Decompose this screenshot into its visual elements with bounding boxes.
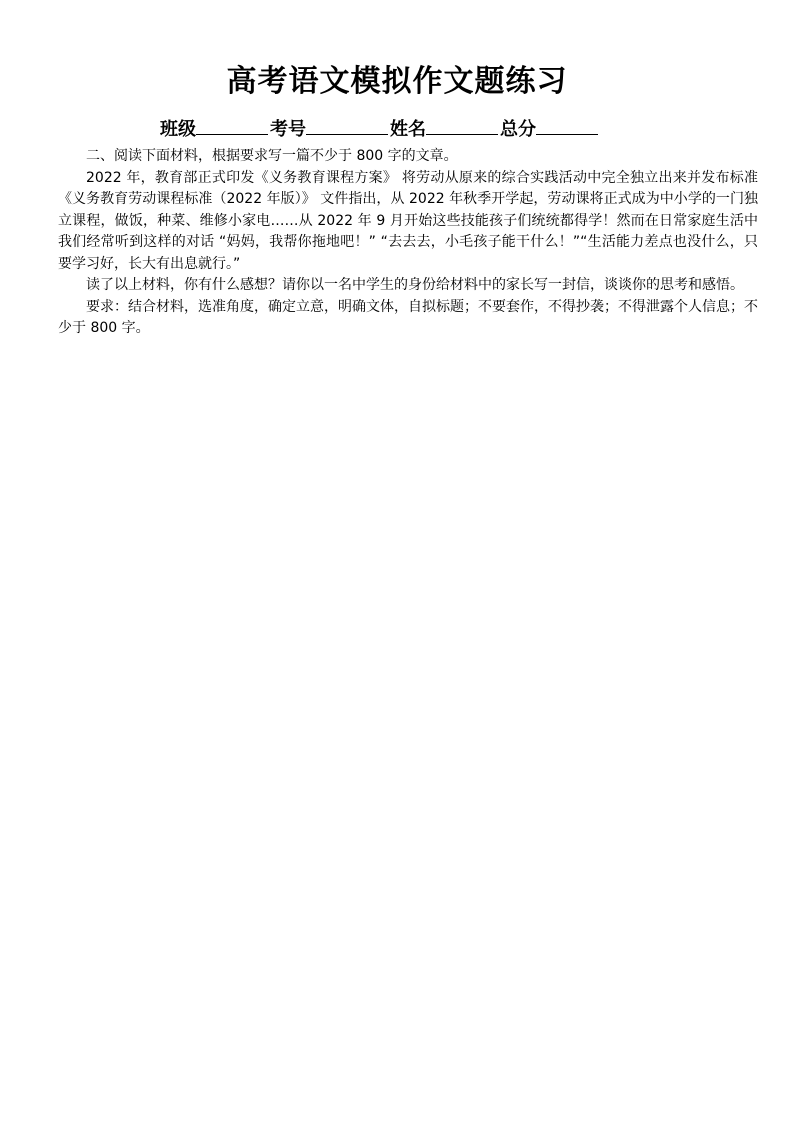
exam-no-field bbox=[270, 114, 390, 143]
question-content bbox=[58, 146, 758, 340]
name-field bbox=[390, 114, 500, 143]
exam-no-label: 考号 bbox=[270, 119, 306, 140]
exam-no-blank[interactable] bbox=[306, 114, 388, 135]
name-blank[interactable] bbox=[426, 114, 498, 135]
question-intro: 二、阅读下面材料，根据要求写一篇不少于 800 字的文章。 bbox=[86, 148, 458, 164]
material-paragraph: 2022 年，教育部正式印发《义务教育课程方案》 将劳动从原来的综合实践活动中完全独立出来并发布标准《义务教育劳动课程标准（2022 年版）》 文件指出，从 2022 年秋季开学起，劳动课将正式成为中小学的一门独立课程，做饭，种菜、维修小家电……从 2022 年 9 月开始这些技能孩子们统统都得学！然而在日常家庭生活中我们经常听到这样的对话 “妈妈，我帮你拖地吧！” “去去去，小毛孩子能干什么！”“生活能力差点也没什么，只要学习好，长大有出息就行。” bbox=[58, 169, 758, 272]
score-label: 总分 bbox=[500, 119, 536, 140]
student-info-line bbox=[160, 114, 680, 143]
score-field bbox=[500, 114, 600, 143]
document-title: 高考语文模拟作文题练习 bbox=[226, 64, 568, 99]
class-label: 班级 bbox=[160, 119, 196, 140]
name-label: 姓名 bbox=[390, 119, 426, 140]
class-field bbox=[160, 114, 270, 143]
class-blank[interactable] bbox=[196, 114, 268, 135]
score-blank[interactable] bbox=[536, 114, 598, 135]
task-paragraph: 读了以上材料，你有什么感想？请你以一名中学生的身份给材料中的家长写一封信，谈谈你的思考和感悟。 bbox=[86, 277, 744, 293]
requirements-paragraph: 要求：结合材料，选准角度，确定立意，明确文体，自拟标题；不要套作，不得抄袭；不得泄露个人信息；不少于 800 字。 bbox=[58, 298, 758, 336]
